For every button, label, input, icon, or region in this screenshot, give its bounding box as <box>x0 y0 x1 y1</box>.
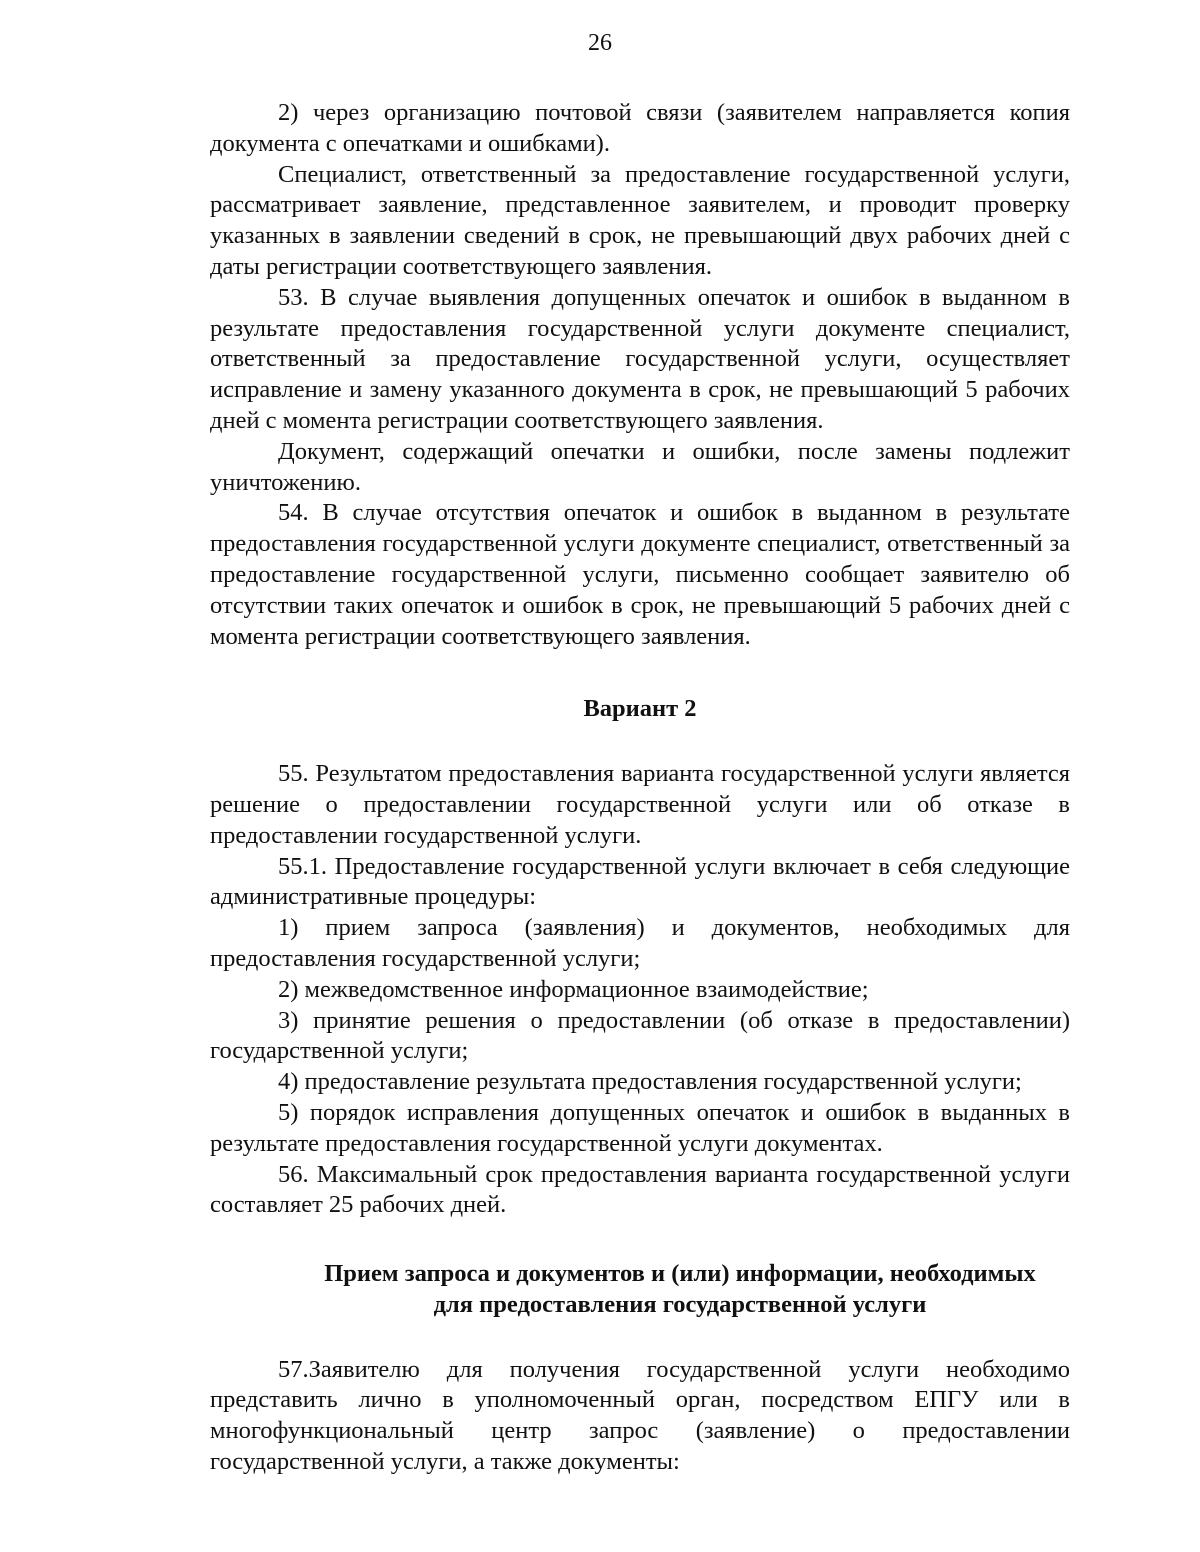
paragraph: Документ, содержащий опечатки и ошибки, после замены подлежит уничтожению. <box>210 437 1070 496</box>
paragraph: 56. Максимальный срок предоставления варианта государственной услуги составляет 25 рабочих дней. <box>210 1160 1070 1219</box>
section-heading-line: для предоставления государственной услуги <box>433 1290 927 1318</box>
paragraph: Специалист, ответственный за предоставление государственной услуги, рассматривает заявление, представленное заявителем, и проводит проверку указанных в заявлении сведений в срок, не превышающий двух рабочих дней с даты регистрации соответствующего заявления. <box>210 160 1070 280</box>
section-heading-line: Прием запроса и документов и (или) информации, необходимых <box>324 1260 1036 1288</box>
paragraph: 57.Заявителю для получения государственной услуги необходимо представить лично в уполномоченный орган, посредством ЕПГУ или в многофункциональный центр запрос (заявление) о предоставлении государственной услуги, а также документы: <box>210 1355 1070 1476</box>
list-item: 2) межведомственное информационное взаимодействие; <box>278 975 869 1003</box>
paragraph: 54. В случае отсутствия опечаток и ошибок в выданном в результате предоставления государственной услуги документе специалист, ответственный за предоставление государственной услуги, письменно сообщает заявителю об отсутствии таких опечаток и ошибок в срок, не превышающий 5 рабочих дней с момента регистрации соответствующего заявления. <box>210 499 1070 650</box>
section-heading <box>210 1259 1070 1321</box>
list-item: 1) прием запроса (заявления) и документов, необходимых для предоставления государственной услуги; <box>210 914 1070 972</box>
paragraph: 55.1. Предоставление государственной услуги включает в себя следующие административные процедуры: <box>210 852 1070 911</box>
list-item: 5) порядок исправления допущенных опечаток и ошибок в выданных в результате предоставления государственной услуги документах. <box>210 1098 1070 1157</box>
document-body <box>210 98 1070 1478</box>
paragraph: 53. В случае выявления допущенных опечаток и ошибок в выданном в результате предоставления государственной услуги документе специалист, ответственный за предоставление государственной услуги, осуществляет исправление и замену указанного документа в срок, не превышающий 5 рабочих дней с момента регистрации соответствующего заявления. <box>210 283 1070 434</box>
section-heading-variant: Вариант 2 <box>583 695 697 723</box>
page-number: 26 <box>588 30 612 56</box>
list-item: 3) принятие решения о предоставлении (об отказе в предоставлении) государственной услуги; <box>210 1006 1070 1065</box>
list-item: 4) предоставление результата предоставления государственной услуги; <box>278 1068 1022 1096</box>
paragraph: 2) через организацию почтовой связи (заявителем направляется копия документа с опечатками и ошибками). <box>210 99 1070 157</box>
paragraph: 55. Результатом предоставления варианта государственной услуги является решение о предоставлении государственной услуги или об отказе в предоставлении государственной услуги. <box>210 760 1070 849</box>
